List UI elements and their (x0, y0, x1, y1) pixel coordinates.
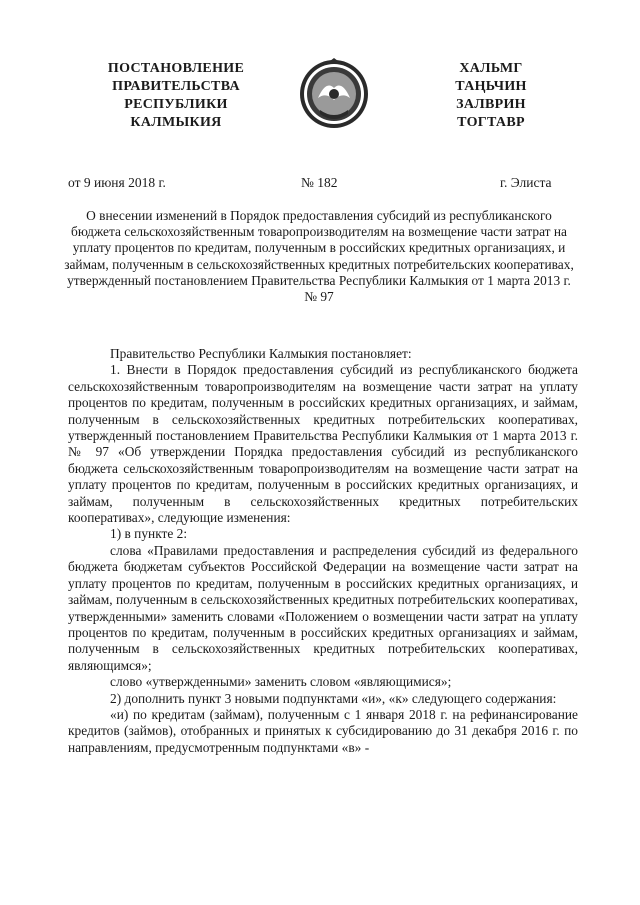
header-right-title (436, 60, 546, 132)
header-right-line: ТОГТАВР (457, 115, 525, 130)
body-paragraph: слово «утвержденными» заменить словом «являющимися»; (110, 674, 452, 690)
coat-of-arms-emblem (296, 54, 372, 134)
document-city: г. Элиста (500, 175, 552, 190)
header-left-line: ПОСТАНОВЛЕНИЕ (107, 61, 245, 76)
header-right-line: ТАҢЬЧИН (455, 79, 527, 94)
document-date: от 9 июня 2018 г. (68, 175, 166, 190)
body-paragraph: 2) дополнить пункт 3 новыми подпунктами «и», «к» следующего содержания: (110, 690, 557, 706)
document-number: № 182 (301, 175, 338, 190)
body-paragraph: 1) в пункте 2: (110, 526, 188, 542)
header-right-line: ХАЛЬМГ (459, 61, 523, 76)
header-left-line: РЕСПУБЛИКИ (124, 97, 228, 112)
document-title: О внесении изменений в Порядок предоставления субсидий из республиканского бюджета сельскохозяйственным товаропроизводителям на возмещение части затрат на уплату процентов по кредитам, полученным в российских кредитных организациях, и займам, полученным в сельскохозяйственных кредитных потребительских кооперативах, утвержденный постановлением Правительства Республики Калмыкия от 1 марта 2013 г. № 97 (64, 208, 574, 305)
body-paragraph: слова «Правилами предоставления и распределения субсидий из федерального бюджета бюджетам субъектов Российской Федерации на возмещение части затрат на уплату процентов по кредитам, полученным в российских кредитных организациях, и займам, полученным в сельскохозяйственных кредитных потребительских кооперативах, утвержденными» заменить словами «Положением о возмещении части затрат на уплату процентов по кредитам, полученным в российских кредитных организациях и займам, полученным в сельскохозяйственных кредитных потребительских кооперативах, являющимся»; (68, 542, 578, 673)
document-body (68, 346, 578, 756)
header-left-line: ПРАВИТЕЛЬСТВА (112, 79, 240, 94)
header-left-title (92, 60, 260, 132)
header-left-line: КАЛМЫКИЯ (130, 115, 222, 130)
body-paragraph: Правительство Республики Калмыкия постановляет: (110, 346, 412, 361)
body-paragraph: 1. Внести в Порядок предоставления субсидий из республиканского бюджета сельскохозяйственным товаропроизводителям на возмещение части затрат на уплату процентов по кредитам, полученным в российских кредитных организациях, и займам, полученным в сельскохозяйственных кредитных потребительских кооперативах, утвержденный постановлением Правительства Республики Калмыкия от 1 марта 2013 г. № 97 «Об утверждении Порядка предоставления субсидий из республиканского бюджета сельскохозяйственным товаропроизводителям на возмещение части затрат на уплату процентов по кредитам, полученным в российских кредитных организациях, и займам, полученным в сельскохозяйственных кредитных потребительских кооперативах», следующие изменения: (68, 362, 578, 526)
header-right-line: ЗАЛВРИН (456, 97, 526, 112)
body-paragraph: «и) по кредитам (займам), полученным с 1 января 2018 г. на рефинансирование кредитов (займов), отобранных и принятых к субсидированию до 31 декабря 2016 г. по направлениям, предусмотренным подпунктами «в» - (68, 706, 578, 755)
